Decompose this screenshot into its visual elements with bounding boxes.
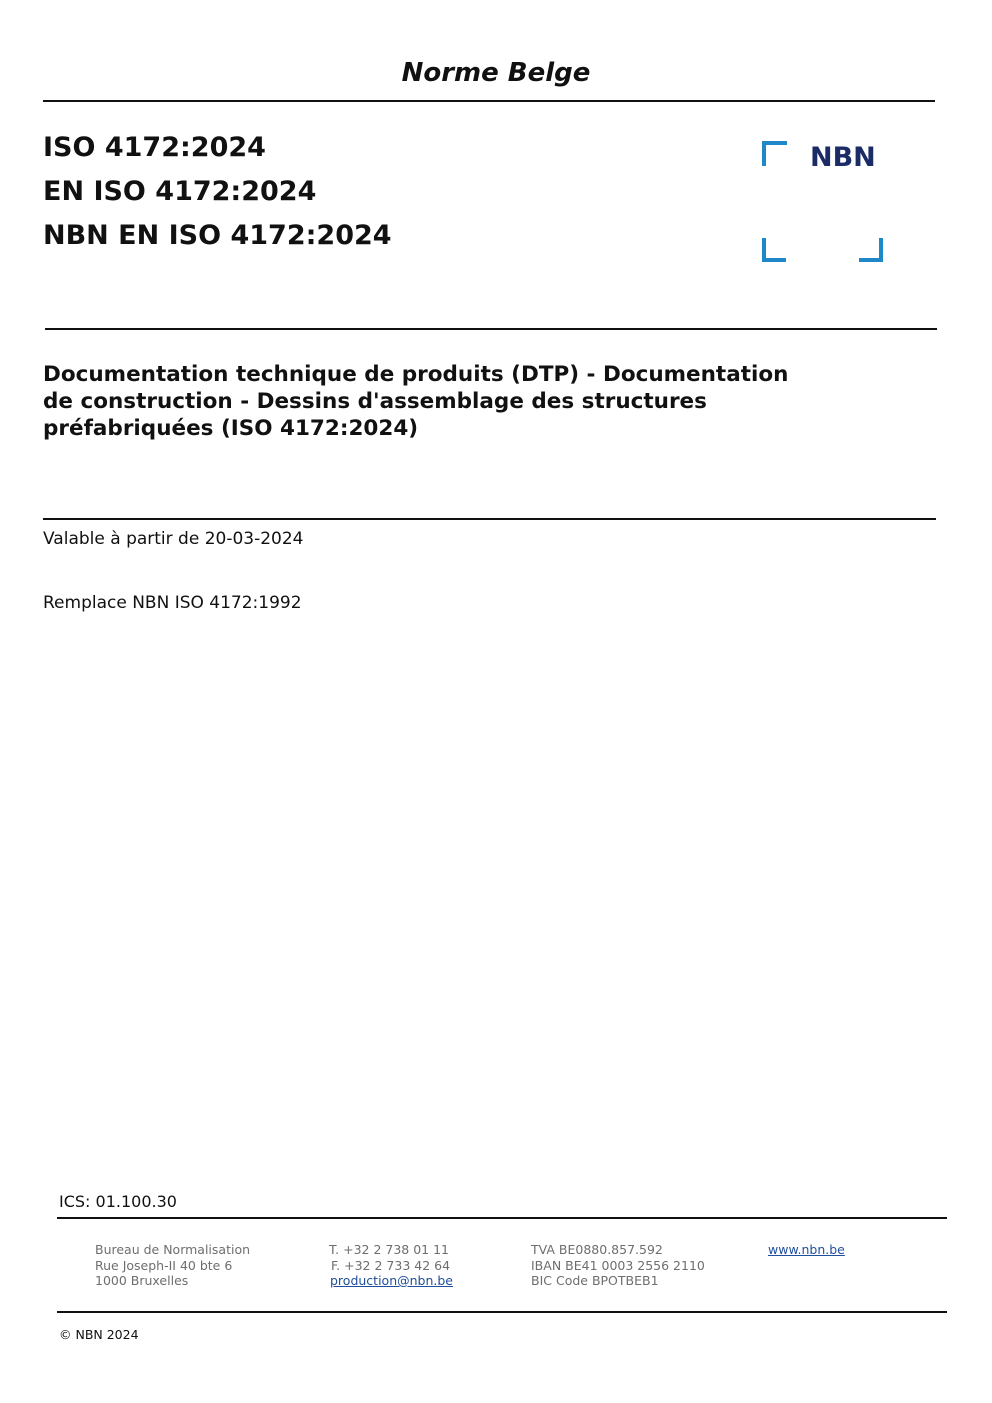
footer-contact [327, 1242, 453, 1289]
website-link[interactable]: www.nbn.be [768, 1242, 845, 1257]
document-title-line: de construction - Dessins d'assemblage des structures [43, 389, 707, 414]
page-header-title: Norme Belge [401, 58, 591, 88]
valid-from-date: Valable à partir de 20-03-2024 [43, 529, 304, 549]
document-title [43, 361, 923, 442]
footer-top-divider [57, 1217, 947, 1219]
fax-number: F. +32 2 733 42 64 [331, 1257, 451, 1273]
standard-code-iso: ISO 4172:2024 [43, 132, 266, 163]
iban-number: IBAN BE41 0003 2556 2110 [531, 1257, 705, 1273]
document-title-line: préfabriquées (ISO 4172:2024) [43, 416, 419, 441]
footer-address [95, 1242, 250, 1289]
header-divider [43, 100, 935, 102]
title-divider [43, 518, 936, 520]
standard-code-en-iso: EN ISO 4172:2024 [43, 176, 317, 207]
phone-number: T. +32 2 738 01 11 [329, 1242, 449, 1257]
footer-website [768, 1242, 845, 1258]
logo-text: NBN [810, 142, 876, 173]
email-link[interactable]: production@nbn.be [330, 1273, 453, 1288]
codes-divider [45, 328, 937, 330]
footer-bottom-divider [57, 1311, 947, 1313]
address-line: Rue Joseph-II 40 bte 6 [95, 1257, 233, 1273]
address-line: 1000 Bruxelles [95, 1273, 189, 1288]
footer-banking [531, 1242, 705, 1289]
document-title-line: Documentation technique de produits (DTP) - Documentation [43, 362, 789, 387]
nbn-logo [762, 141, 884, 263]
address-line: Bureau de Normalisation [95, 1242, 251, 1257]
standard-code-nbn-en-iso: NBN EN ISO 4172:2024 [43, 220, 392, 251]
vat-number: TVA BE0880.857.592 [531, 1242, 663, 1257]
ics-code: ICS: 01.100.30 [59, 1192, 177, 1211]
replaces-standard: Remplace NBN ISO 4172:1992 [43, 593, 302, 613]
copyright-notice: © NBN 2024 [59, 1327, 139, 1342]
bic-code: BIC Code BPOTBEB1 [531, 1273, 659, 1288]
